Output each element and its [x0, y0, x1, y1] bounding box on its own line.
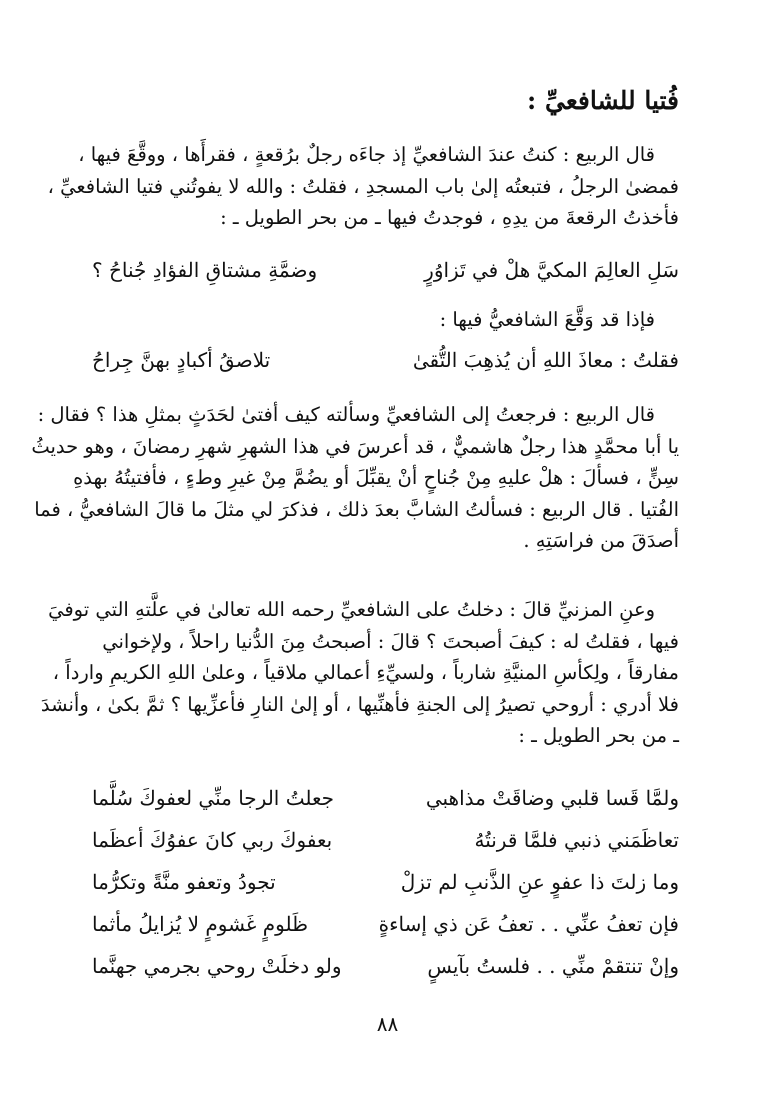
verse-first-hemistich: وما زلتَ ذا عفوٍ عنِ الذَّنبِ لم تزلْ: [400, 870, 679, 894]
text-line: الفُتيا . قال الربيع : فسألتُ الشابَّ بعدَ ذلك ، فذكرَ لي مثلَ ما قالَ الشافعيُّ ، فما: [34, 497, 679, 521]
paragraph-muzani: [40, 594, 679, 752]
text-line: فمضىٰ الرجلُ ، فتبعتُه إلىٰ باب المسجدِ ، فقلتُ : والله لا يفوتُني فتيا الشافعيِّ ،: [47, 174, 679, 198]
verse-second-hemistich: ولو دخلَتْ روحي بجرمي جهنَّما: [92, 954, 342, 978]
text-line: فيها ، فقلتُ له : كيفَ أصبحتَ ؟ قالَ : أصبحتُ مِنَ الدُّنيا راحلاً ، ولإخواني: [102, 629, 679, 653]
verse-second-hemistich: ظَلومٍ غَشومٍ لا يُزايلُ مأثما: [92, 912, 309, 936]
verse-first-hemistich: سَلِ العالِمَ المكيَّ هلْ في تَزاوُرٍ: [424, 258, 679, 282]
text-line: أصدَقَ من فراسَتِهِ .: [523, 529, 679, 552]
poem-verse: [92, 828, 679, 862]
text-line: قال الربيع : فرجعتُ إلى الشافعيِّ وسألته كيف أفتىٰ لحَدَثٍ بمثلِ هذا ؟ فقال :: [37, 403, 655, 426]
verse-first-hemistich: فإن تعفُ عنِّي . . تعفُ عَن ذي إساءةٍ: [378, 912, 679, 936]
text-line: يا أبا محمَّدٍ هذا رجلٌ هاشميٌّ ، قد أعرسَ في هذا الشهرِ شهرِ رمضانَ ، وهو حديثُ: [31, 434, 679, 458]
poem-verse: [92, 786, 679, 820]
verse-second-hemistich: جعلتُ الرجا منِّي لعفوكَ سُلَّما: [92, 786, 334, 810]
section-heading: فُتيا للشافعيِّ :: [527, 86, 679, 115]
text-line: ـ من بحر الطويل ـ :: [518, 724, 679, 747]
text-line: فلا أدري : أروحي تصيرُ إلى الجنةِ فأهنِّيها ، أو إلىٰ النارِ فأعزِّيها ؟ ثمَّ بكىٰ ، وأنشدَ: [40, 692, 679, 716]
verse-second-hemistich: وضمَّةِ مشتاقِ الفؤادِ جُناحُ ؟: [92, 258, 318, 282]
page-number: ٨٨: [376, 1012, 399, 1036]
verse-first-hemistich: وإنْ تنتقمْ منِّي . . فلستُ بآيسٍ: [427, 954, 679, 978]
verse-line: [92, 348, 679, 382]
poem-verse: [92, 870, 679, 904]
text-line: وعنِ المزنيِّ قالَ : دخلتُ على الشافعيِّ رحمه الله تعالىٰ في علَّتهِ التي توفيَ: [48, 598, 655, 621]
text-line: سِنٍّ ، فسألَ : هلْ عليهِ مِنْ جُناحٍ أنْ يقبِّلَ أو يضُمَّ مِنْ غيرِ وطءٍ ، فأفتيتُهُ بهذهِ: [73, 466, 679, 489]
verse-second-hemistich: تلاصقُ أكبادٍ بهنَّ جِراحُ: [92, 348, 271, 372]
paragraph-rabi-letter: [47, 139, 679, 234]
verse-first-hemistich: ولمَّا قَسا قلبي وضاقَتْ مذاهبي: [425, 786, 679, 810]
poem-verse: [92, 954, 679, 988]
paragraph-rabi-return: [31, 399, 679, 557]
text-line: قال الربيع : كنتُ عندَ الشافعيِّ إذ جاءَه رجلٌ برُقعةٍ ، فقرأَها ، ووقَّعَ فيها ،: [78, 143, 655, 166]
text-line: مفارقاً ، ولِكأسِ المنيَّةِ شارباً ، ولسيِّءِ أعمالي ملاقياً ، وعلىٰ اللهِ الكريمِ وارداً ،: [52, 661, 679, 684]
verse-line: [92, 258, 679, 292]
poem-verse: [92, 912, 679, 946]
verse-first-hemistich: فقلتُ : معاذَ اللهِ أن يُذهِبَ التُّقىٰ: [412, 348, 679, 372]
text-line: فإذا قد وَقَّعَ الشافعيُّ فيها :: [439, 308, 655, 331]
verse-first-hemistich: تعاظَمَني ذنبي فلمَّا قرنتُهُ: [474, 828, 679, 852]
verse-second-hemistich: بعفوكَ ربي كانَ عفوُكَ أعظَما: [92, 828, 333, 852]
verse-second-hemistich: تجودُ وتعفو منَّةً وتكرُّما: [92, 870, 276, 894]
paragraph-answer-intro: [92, 304, 679, 336]
text-line: فأخذتُ الرقعةَ من يدِهِ ، فوجدتُ فيها ـ من بحر الطويل ـ :: [220, 206, 679, 229]
